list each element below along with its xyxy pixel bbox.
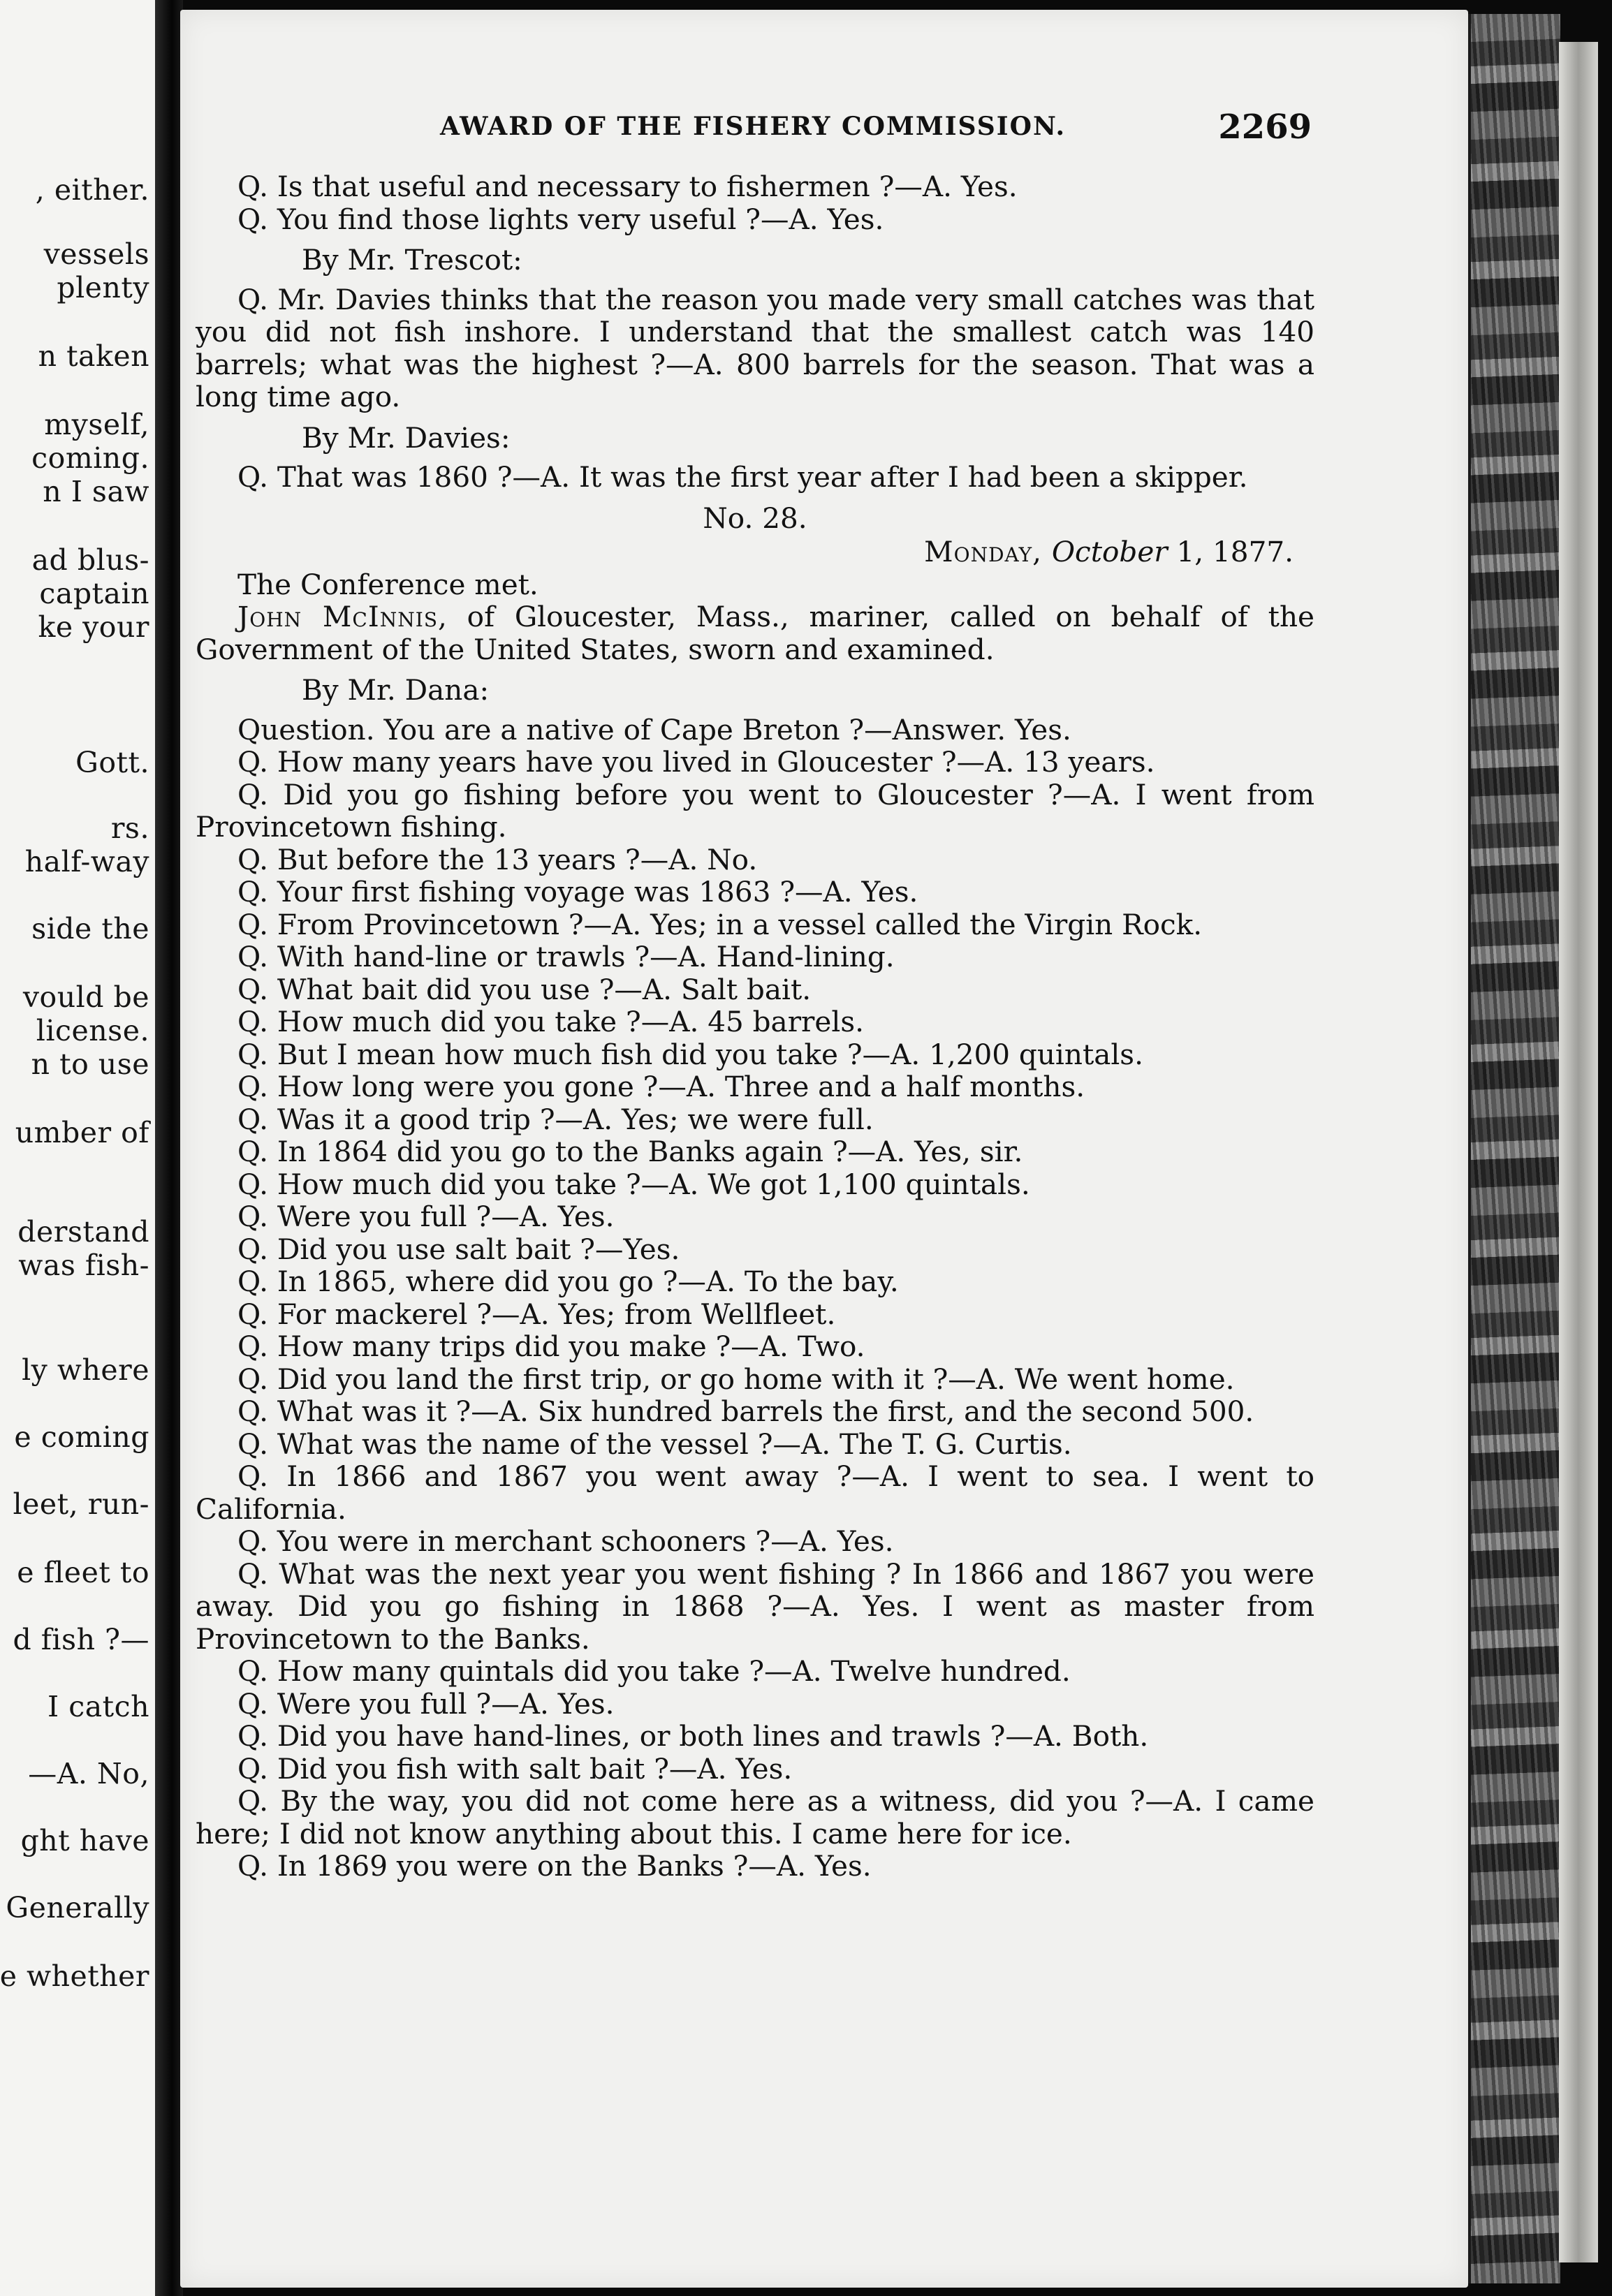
facing-page-text: e coming	[14, 1420, 149, 1454]
page-number: 2269	[1218, 108, 1312, 147]
testimony-paragraph: Q. Your first fishing voyage was 1863 ?—A. Yes.	[237, 875, 918, 908]
facing-page-text: vould be	[22, 980, 149, 1014]
running-head: AWARD OF THE FISHERY COMMISSION.	[440, 112, 1067, 141]
facing-page-text: n to use	[31, 1047, 149, 1081]
testimony-paragraph: Q. Mr. Davies thinks that the reason you made very small catches was that you did not fish inshore. I understand that the smallest catch was 140 barrels; what was the highest ?—A. 800 barrels for the season. That was a long time ago.	[196, 282, 1314, 413]
session-number: No. 28.	[703, 501, 807, 535]
testimony-paragraph: Q. With hand-line or trawls ?—A. Hand-lining.	[237, 940, 895, 973]
facing-page-text: n I saw	[43, 475, 149, 508]
facing-page-text: coming.	[31, 441, 149, 475]
testimony-paragraph: Q. In 1869 you were on the Banks ?—A. Yes.	[237, 1849, 872, 1883]
facing-page-text: e fleet to	[17, 1556, 149, 1589]
testimony-paragraph: Q. For mackerel ?—A. Yes; from Wellfleet.	[237, 1297, 836, 1331]
facing-page-text: myself,	[44, 408, 149, 441]
book-gutter	[155, 0, 183, 2296]
testimony-paragraph: Q. But before the 13 years ?—A. No.	[237, 842, 758, 876]
testimony-paragraph: Q. What was it ?—A. Six hundred barrels the first, and the second 500.	[237, 1394, 1254, 1428]
testimony-paragraph: Q. But I mean how much fish did you take ?—A. 1,200 quintals.	[237, 1037, 1143, 1071]
testimony-paragraph: Q. You find those lights very useful ?—A. Yes.	[237, 202, 884, 236]
facing-page-text: e whether	[0, 1959, 149, 1993]
testimony-paragraph: Q. How much did you take ?—A. We got 1,100 quintals.	[237, 1167, 1030, 1201]
facing-page-text: n taken	[38, 339, 149, 373]
date-weekday: Monday,	[924, 535, 1052, 568]
testimony-paragraph: Q. How much did you take ?—A. 45 barrels.	[237, 1005, 864, 1038]
marbled-page-edge	[1468, 14, 1560, 2283]
facing-page-text: —A. No,	[28, 1757, 149, 1790]
testimony-paragraph: The Conference met.	[237, 567, 538, 601]
testimony-paragraph: Q. Were you full ?—A. Yes.	[237, 1686, 615, 1721]
testimony-paragraph: Q. How many years have you lived in Gloucester ?—A. 13 years.	[237, 745, 1155, 779]
date-month: October	[1051, 535, 1168, 568]
facing-page-text: captain	[39, 577, 149, 610]
witness-name: John McInnis	[237, 600, 439, 633]
examiner-heading: By Mr. Trescot:	[302, 243, 522, 277]
facing-page-text: leet, run-	[13, 1487, 149, 1521]
testimony-paragraph: Q. That was 1860 ?—A. It was the first year after I had been a skipper.	[237, 460, 1248, 494]
facing-page-text: license.	[36, 1014, 149, 1047]
testimony-paragraph: Question. You are a native of Cape Breton ?—Answer. Yes.	[237, 712, 1071, 746]
testimony-paragraph: Q. What bait did you use ?—A. Salt bait.	[237, 972, 812, 1006]
testimony-paragraph: Q. Did you have hand-lines, or both lines and trawls ?—A. Both.	[237, 1719, 1149, 1753]
date-day-year: 1, 1877.	[1167, 535, 1294, 568]
examiner-heading: By Mr. Dana:	[302, 673, 490, 707]
facing-page-text: vessels	[43, 237, 149, 271]
facing-page-text: d fish ?—	[13, 1623, 149, 1656]
testimony-paragraph: Q. Did you go fishing before you went to Gloucester ?—A. I went from Provincetown fishing.	[196, 777, 1314, 844]
testimony-paragraph: Q. How long were you gone ?—A. Three and a half months.	[237, 1070, 1085, 1103]
book-edge	[1559, 42, 1598, 2262]
facing-page-text: side the	[31, 912, 149, 945]
facing-page-text: derstand	[17, 1215, 149, 1249]
facing-page-text: ke your	[38, 610, 149, 644]
testimony-paragraph: Q. What was the next year you went fishing ? In 1866 and 1867 you were away. Did you go fishing in 1868 ?—A. Yes. I went as master from Provincetown to the Banks.	[196, 1557, 1314, 1656]
facing-page-text: rs.	[110, 811, 149, 845]
testimony-paragraph: Q. Were you full ?—A. Yes.	[237, 1200, 615, 1233]
testimony-paragraph: Q. How many trips did you make ?—A. Two.	[237, 1330, 865, 1363]
testimony-paragraph: Q. Did you use salt bait ?—Yes.	[237, 1232, 680, 1266]
testimony-paragraph: Q. In 1865, where did you go ?—A. To the bay.	[237, 1265, 899, 1298]
facing-page-text: was fish-	[18, 1249, 149, 1282]
testimony-paragraph: Q. What was the name of the vessel ?—A. The T. G. Curtis.	[237, 1427, 1072, 1461]
testimony-paragraph: Q. Was it a good trip ?—A. Yes; we were full.	[237, 1102, 874, 1136]
witness-description: , of Gloucester, Mass., mariner, called on behalf of the Government of the United States, sworn and examined.	[196, 600, 1314, 666]
testimony-paragraph: Q. How many quintals did you take ?—A. Twelve hundred.	[237, 1654, 1071, 1688]
facing-page-text: umber of	[15, 1116, 149, 1149]
testimony-paragraph: Q. Is that useful and necessary to fishermen ?—A. Yes.	[237, 170, 1018, 203]
testimony-paragraph: Q. In 1866 and 1867 you went away ?—A. I went to sea. I went to California.	[196, 1459, 1314, 1526]
testimony-paragraph: Q. Did you fish with salt bait ?—A. Yes.	[237, 1751, 793, 1786]
testimony-paragraph: Q. From Provincetown ?—A. Yes; in a vessel called the Virgin Rock.	[237, 907, 1203, 941]
facing-page-text: plenty	[57, 271, 149, 304]
page-body	[196, 170, 1314, 1883]
testimony-paragraph: Q. Did you land the first trip, or go home with it ?—A. We went home.	[237, 1362, 1235, 1396]
facing-page-fragment	[0, 0, 155, 2296]
facing-page-text: I catch	[47, 1690, 149, 1723]
facing-page-text: ad blus-	[31, 543, 149, 577]
testimony-paragraph: Q. You were in merchant schooners ?—A. Yes.	[237, 1524, 894, 1558]
facing-page-text: Gott.	[75, 746, 149, 779]
witness-intro	[196, 601, 1314, 665]
facing-page-text: Generally	[6, 1891, 149, 1925]
facing-page-text: , either.	[35, 173, 149, 207]
facing-page-text: ght have	[20, 1824, 149, 1857]
testimony-paragraph: Q. In 1864 did you go to the Banks again ?—A. Yes, sir.	[237, 1135, 1023, 1168]
facing-page-text: ly where	[22, 1353, 149, 1387]
examiner-heading: By Mr. Davies:	[302, 420, 511, 455]
page-header	[250, 108, 1312, 154]
testimony-paragraph: Q. By the way, you did not come here as a witness, did you ?—A. I came here; I did not know anything about this. I came here for ice.	[196, 1784, 1314, 1850]
session-date	[196, 536, 1314, 568]
facing-page-text: half-way	[24, 845, 149, 878]
